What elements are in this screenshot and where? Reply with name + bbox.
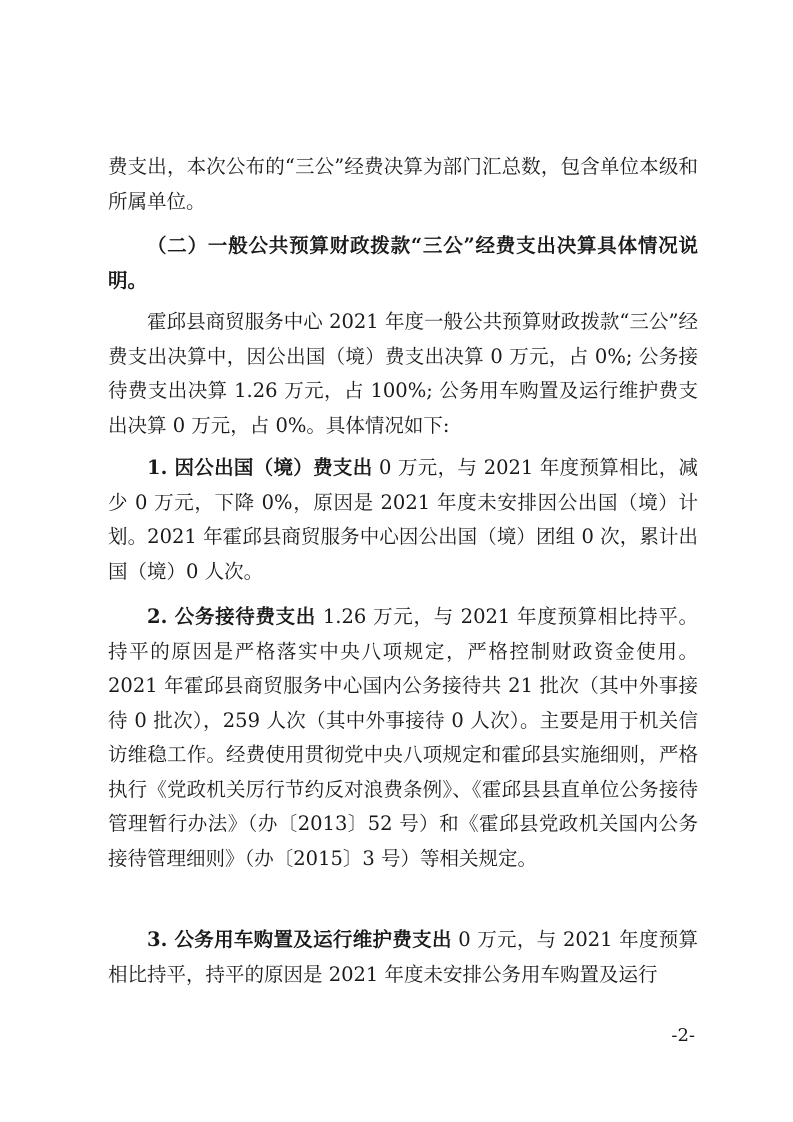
section-heading [108, 229, 698, 298]
section-heading-text: （二）一般公共预算财政拨款“三公”经费支出决算具体情况说明。 [108, 234, 698, 292]
item2-body: 1.26 万元，与 2021 年度预算相比持平。持平的原因是严格落实中央八项规定，严格控制财政资金使用。2021 年霍邱县商贸服务中心国内公务接待共 21 批次（其中外事接待 0 批次），259 人次（其中外事接待 0 人次）。主要是用于机关信访维稳工作。经费使用贯彻党中央八项规定和霍邱县实施细则，严格执行《党政机关厉行节约反对浪费条例》、《霍邱县县直单位公务接待管理暂行办法》（办〔2013〕52 号）和《霍邱县党政机关国内公务接待管理细则》（办〔2015〕3 号）等相关规定。 [108, 605, 698, 870]
item2-paragraph [108, 600, 698, 876]
item1-paragraph [108, 451, 698, 589]
intro-paragraph [108, 150, 698, 219]
summary-paragraph [108, 305, 698, 443]
item1-title: 1. 因公出国（境）费支出 [147, 456, 373, 479]
summary-text: 霍邱县商贸服务中心 2021 年度一般公共预算财政拨款“三公”经费支出决算中，因公出国（境）费支出决算 0 万元，占 0%; 公务接待费支出决算 1.26 万元，占 100%; 公务用车购置及运行维护费支出决算 0 万元，占 0%。具体情况如下: [108, 310, 698, 437]
item3-body: 0 万元，与 2021 年度预算相比持平，持平的原因是 2021 年度未安排公务用车购置及运行 [108, 928, 698, 986]
page-number: -2- [671, 1025, 695, 1046]
item3-title: 3. 公务用车购置及运行维护费支出 [147, 928, 452, 951]
item3-paragraph [108, 923, 698, 992]
item1-body: 0 万元，与 2021 年度预算相比，减少 0 万元，下降 0%，原因是 2021 年度未安排因公出国（境）计划。2021 年霍邱县商贸服务中心因公出国（境）团组 0 次，累计出国（境）0 人次。 [108, 456, 698, 583]
intro-text: 费支出，本次公布的“三公”经费决算为部门汇总数，包含单位本级和所属单位。 [108, 155, 698, 213]
item2-title: 2. 公务接待费支出 [147, 605, 316, 628]
